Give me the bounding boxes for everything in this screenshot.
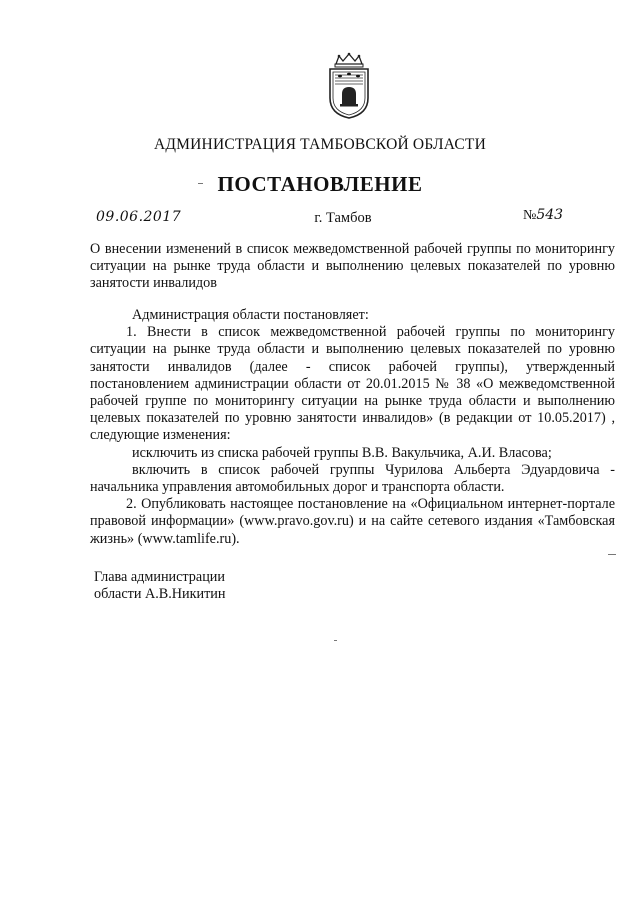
organization-title: АДМИНИСТРАЦИЯ ТАМБОВСКОЙ ОБЛАСТИ (154, 136, 486, 153)
document-date: 09.06.2017 (96, 209, 182, 225)
intro-paragraph: Администрация области постановляет: (132, 307, 369, 323)
include-paragraph: включить в список рабочей группы Чурилова Альберта Эдуардовича - начальника управления автомобильных дорог и транспорта области. (90, 461, 615, 496)
scan-speck (334, 640, 337, 641)
number-value: 543 (536, 207, 564, 223)
item-1-paragraph: 1. Внести в список межведомственной рабочей группы по мониторингу ситуации на рынке труда области и выполнению целевых показателей по уровню занятости инвалидов (далее - список рабочей группы), утвержденный постановлением администрации области от 20.01.2015 № 38 «О межведомственной рабочей группе по мониторингу ситуации на рынке труда области и выполнению целевых показателей по уровню занятости инвалидов» (в редакции от 10.05.2017) , следующие изменения: (90, 324, 615, 444)
tambov-coat-of-arms-icon (324, 52, 374, 120)
scan-speck (608, 554, 616, 555)
item-2-paragraph: 2. Опубликовать настоящее постановление на «Официальном интернет-портале правовой информации» (www.pravo.gov.ru) и на сайте сетевого издания «Тамбовская жизнь» (www.tamlife.ru). (90, 496, 615, 547)
document-subject: О внесении изменений в список межведомственной рабочей группы по мониторингу ситуации на рынке труда области и выполнению целевых показателей по уровню занятости инвалидов (90, 241, 615, 291)
number-prefix: № (523, 208, 537, 223)
signature-block (94, 569, 225, 602)
scan-speck (198, 183, 203, 184)
exclude-paragraph: исключить из списка рабочей группы В.В. Вакульчика, А.И. Власова; (132, 444, 552, 461)
document-city: г. Тамбов (314, 210, 372, 226)
signature-line-2: области А.В.Никитин (94, 585, 226, 602)
document-type: ПОСТАНОВЛЕНИЕ (217, 172, 423, 196)
document-number (523, 207, 563, 224)
document-body (90, 307, 615, 548)
signature-line-1: Глава администрации (94, 569, 225, 585)
